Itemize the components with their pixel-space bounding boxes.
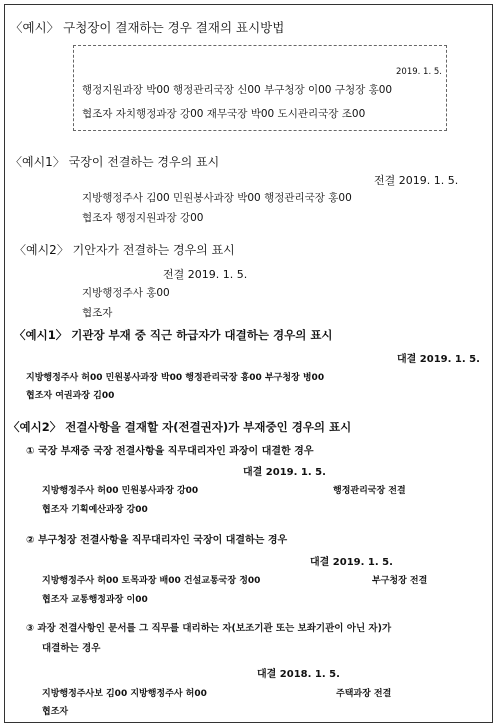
ex4-item2-heading: ② 부구청장 전결사항을 직무대리자인 국장이 대결하는 경우: [26, 535, 288, 546]
ex4-item1-line-2: 협조자 기획예산과장 강00: [42, 505, 148, 515]
ex4-item3-heading-cont: 대결하는 경우: [42, 643, 101, 654]
ex2-date: 전결 2019. 1. 5.: [163, 268, 248, 281]
section-title-ex1: 〈예시1〉 국장이 전결하는 경우의 표시: [10, 155, 220, 169]
ex3-line-2: 협조자 여권과장 김00: [26, 391, 115, 401]
ex4-item1-date: 대결 2019. 1. 5.: [243, 467, 326, 478]
approval-date: 2019. 1. 5.: [396, 67, 442, 77]
ex4-item1-line-1a: 지방행정주사 허00 민원봉사과장 강00: [42, 486, 199, 496]
ex1-line-2: 협조자 행정지원과장 강00: [82, 212, 204, 224]
section-title-main: 〈예시〉 구청장이 결재하는 경우 결재의 표시방법: [10, 20, 285, 35]
ex2-line-2: 협조자: [82, 307, 113, 319]
section-title-ex2: 〈예시2〉 기안자가 전결하는 경우의 표시: [14, 243, 235, 257]
ex4-item2-line-1b: 부구청장 전결: [372, 576, 428, 586]
ex4-item3-line-2: 협조자: [42, 707, 69, 717]
ex3-date: 대결 2019. 1. 5.: [397, 354, 480, 365]
ex3-line-1: 지방행정주사 허00 민원봉사과장 박00 행정관리국장 홍00 부구청장 병00: [26, 373, 325, 383]
ex4-item1-line-1b: 행정관리국장 전결: [333, 486, 406, 496]
ex4-item2-line-2: 협조자 교통행정과장 이00: [42, 595, 148, 605]
approval-line-1: 행정지원과장 박00 행정관리국장 신00 부구청장 이00 구청장 홍00: [82, 84, 393, 96]
ex2-line-1: 지방행정주사 홍00: [82, 287, 170, 299]
ex4-item3-line-1a: 지방행정주사보 김00 지방행정주사 허00: [42, 689, 207, 699]
ex1-line-1: 지방행정주사 김00 민원봉사과장 박00 행정관리국장 홍00: [82, 192, 352, 204]
ex4-item1-heading: ① 국장 부재중 국장 전결사항을 직무대리자인 과장이 대결한 경우: [26, 446, 314, 457]
ex4-item3-line-1b: 주택과장 전결: [336, 689, 392, 699]
section-title-ex4: 〈예시2〉 전결사항을 결재할 자(전결권자)가 부재중인 경우의 표시: [8, 420, 352, 434]
ex4-item2-line-1a: 지방행정주사 허00 토목과장 배00 건설교통국장 정00: [42, 576, 261, 586]
approval-line-2: 협조자 자치행정과장 강00 재무국장 박00 도시관리국장 조00: [82, 108, 366, 120]
section-title-ex3: 〈예시1〉 기관장 부재 중 직근 하급자가 대결하는 경우의 표시: [14, 328, 333, 342]
ex4-item2-date: 대결 2019. 1. 5.: [310, 557, 393, 568]
ex4-item3-heading: ③ 과장 전결사항인 문서를 그 직무를 대리하는 자(보조기관 또는 보좌기관이 아닌 자)가: [26, 623, 392, 634]
ex4-item3-date: 대결 2018. 1. 5.: [257, 669, 340, 680]
ex1-date: 전결 2019. 1. 5.: [374, 174, 459, 187]
